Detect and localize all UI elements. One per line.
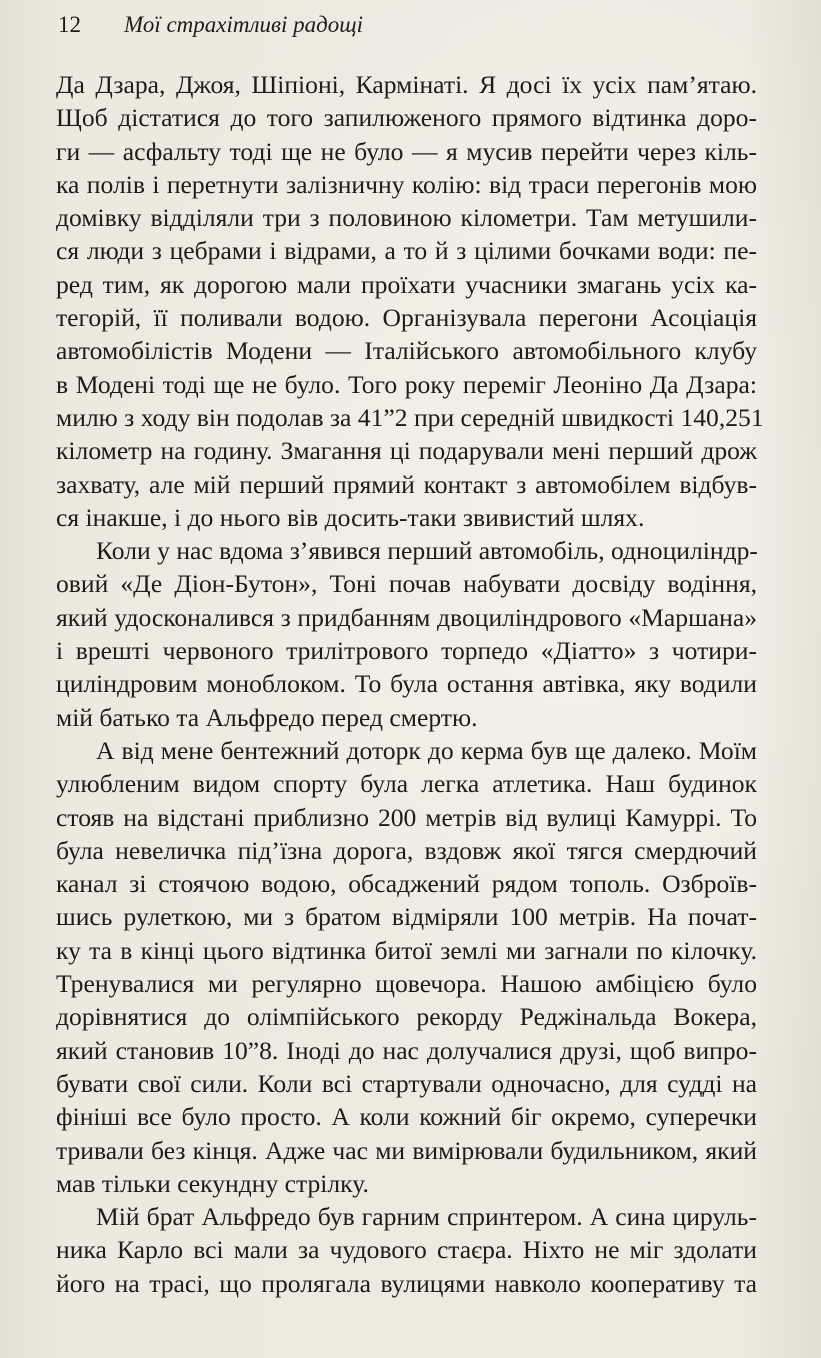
text-line: ника Карло всі мали за чудового стаєра. Ніхто не міг здолати [56,1235,757,1265]
text-line: ги — асфальту тоді ще не було — я мусив перейти через кіль- [56,136,757,166]
text-line: А від мене бентежний доторк до керма був ще далеко. Моїм [96,735,757,765]
text-line: шись рулеткою, ми з братом відміряли 100 метрів. На почат- [56,902,757,932]
text-line: тегорій, її поливали водою. Організувала перегони Асоціація [56,303,757,333]
text-line: ся інакше, і до нього вів досить-таки звивистий шлях. [56,502,645,532]
paragraph [56,68,764,534]
text-line: мій батько та Альфредо перед смертю. [56,702,478,732]
text-line: дорівнятися до олімпійського рекорду Реджінальда Вокера, [56,1002,757,1032]
paragraph [56,1200,757,1300]
text-line: домівку відділяли три з половиною кілометри. Там метушили- [56,203,757,233]
body-text [56,68,764,1300]
text-line: Тренувалися ми регулярно щовечора. Нашою амбіцією було [56,969,757,999]
text-line: овий «Де Діон-Бутон», Тоні почав набувати досвіду водіння, [56,569,757,599]
text-line: улюбленим видом спорту була легка атлетика. Наш будинок [56,769,757,799]
text-line: який удосконалився з придбанням двоциліндрового «Маршана» [56,602,757,632]
paragraph [56,734,757,1200]
text-line: фініші все було просто. А коли кожний біг окремо, суперечки [56,1102,757,1132]
text-line: Мій брат Альфредо був гарним спринтером. А сина цируль- [96,1202,757,1232]
text-line: ся люди з цебрами і відрами, а то й з цілими бочками води: пе- [56,236,757,266]
page-header [58,12,363,46]
text-line: Щоб дістатися до того запилюженого прямого відтинка доро- [56,103,757,133]
text-line: ка полів і перетнути залізничну колію: від траси перегонів мою [56,169,757,199]
text-line: який становив 10”8. Іноді до нас долучалися друзі, щоб випро- [56,1035,757,1065]
text-line: милю з ходу він подолав за 41”2 при середній швидкості 140,251 [56,402,764,432]
text-line: автомобілістів Модени — Італійського автомобільного клубу [56,336,757,366]
text-line: ку та в кінці цього відтинка битої землі ми загнали по кілочку. [56,935,757,965]
paragraph [56,534,757,734]
text-line: мав тільки секундну стрілку. [56,1168,369,1198]
text-line: тривали без кінця. Адже час ми вимірювали будильником, який [56,1135,757,1165]
text-line: бувати свої сили. Коли всі стартували одночасно, для судді на [56,1068,757,1098]
text-line: кілометр на годину. Змагання ці подарували мені перший дрож [56,436,757,466]
text-line: захвату, але мій перший прямий контакт з автомобілем відбув- [56,469,757,499]
text-line: стояв на відстані приблизно 200 метрів від вулиці Камуррі. То [56,802,757,832]
running-title: Мої страхітливі радощі [124,12,364,37]
text-line: в Модені тоді ще не було. Того року переміг Леоніно Да Дзара: [56,369,757,399]
text-line: і врешті червоного трилітрового торпедо «Діатто» з чотири- [56,636,757,666]
text-line: його на трасі, що пролягала вулицями навколо кооперативу та [56,1268,757,1298]
text-line: циліндровим моноблоком. То була остання автівка, яку водили [56,669,757,699]
text-line: була невеличка під’їзна дорога, вздовж якої тягся смердючий [56,835,757,865]
text-line: ред тим, як дорогою мали проїхати учасники змагань усіх ка- [56,269,757,299]
text-line: канал зі стоячою водою, обсаджений рядом тополь. Озброїв- [56,869,757,899]
page-number: 12 [58,12,81,37]
text-line: Коли у нас вдома з’явився перший автомобіль, одноциліндр- [96,536,758,566]
text-line: Да Дзара, Джоя, Шіпіоні, Кармінаті. Я досі їх усіх пам’ятаю. [56,70,757,99]
